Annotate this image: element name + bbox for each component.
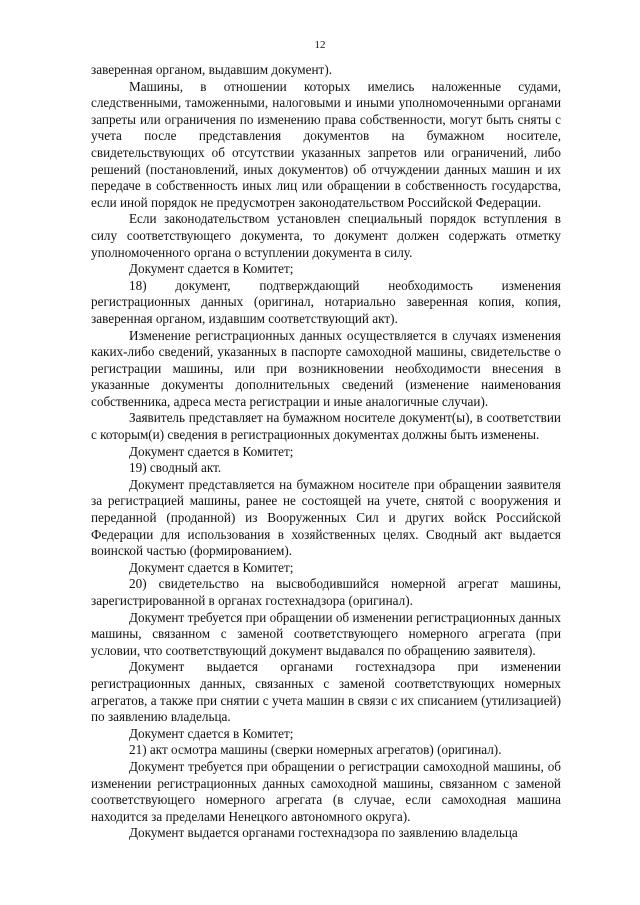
paragraph: Документ сдается в Комитет; [129,559,294,575]
list-item-20: 20) свидетельство на высвободившийся номерной агрегат машины, зарегистрированной в органах гостехнадзора (оригинал). [91,576,561,608]
paragraph: Документ требуется при обращении о регистрации самоходной машины, об изменении регистрационных данных самоходной машины, связанном с заменой соответствующего номерного агрегата (в случае, если самоходная машина находится за пределами Ненецкого автономного округа). [91,758,561,824]
paragraph: Документ сдается в Комитет; [129,443,294,459]
paragraph: Документ требуется при обращении об изменении регистрационных данных машины, связанном с заменой соответствующего номерного агрегата (при условии, что соответствующий документ выдавался по обращению заявителя). [91,609,561,658]
paragraph: Если законодательством установлен специальный порядок вступления в силу соответствующего документа, то документ должен содержать отметку уполномоченного органа о вступлении документа в силу. [91,211,561,260]
page-number: 12 [314,39,326,51]
list-item-21: 21) акт осмотра машины (сверки номерных агрегатов) (оригинал). [129,742,502,758]
list-item-18: 18) документ, подтверждающий необходимость изменения регистрационных данных (оригинал, нотариально заверенная копия, копия, заверенная органом, издавшим соответствующий акт). [91,277,561,326]
paragraph: Документ сдается в Комитет; [129,725,294,741]
paragraph: Документ выдается органами гостехнадзора по заявлению владельца [129,825,518,841]
paragraph: Изменение регистрационных данных осуществляется в случаях изменения каких-либо сведений, указанных в паспорте самоходной машины, свидетельстве о регистрации машины, или при возникновении необходимости внесения в указанные документы дополнительных сведений (изменение наименования собственника, адреса места регистрации и иные аналогичные случаи). [91,327,561,409]
list-item-19: 19) сводный акт. [129,460,222,476]
paragraph: Документ сдается в Комитет; [129,261,294,277]
document-body [91,62,561,842]
paragraph: заверенная органом, выдавшим документ). [91,62,333,77]
paragraph: Заявитель представляет на бумажном носителе документ(ы), в соответствии с которым(и) сведения в регистрационных документах должны быть изменены. [91,410,561,443]
paragraph: Документ представляется на бумажном носителе при обращении заявителя за регистрацией машины, ранее не состоящей на учете, снятой с вооружения и переданной (проданной) из Вооруженных Сил и других войск Российской Федерации для использования в хозяйственных целях. Сводный акт выдается воинской частью (формированием). [91,476,561,559]
paragraph: Документ выдается органами гостехнадзора при изменении регистрационных данных, связанных с заменой соответствующих номерных агрегатов, а также при снятии с учета машин в связи с их списанием (утилизацией) по заявлению владельца. [91,659,561,725]
paragraph: Машины, в отношении которых имелись наложенные судами, следственными, таможенными, налоговыми и иными уполномоченными органами запреты или ограничения по изменению права собственности, могут быть сняты с учета после представления документов на бумажном носителе, свидетельствующих об отсутствии указанных запретов или ограничений, либо решений (постановлений, иных документов) об отчуждении данных машин и их передаче в собственность иных лиц или обращении в собственность государства, если иной порядок не предусмотрен законодательством Российской Федерации. [91,78,561,210]
